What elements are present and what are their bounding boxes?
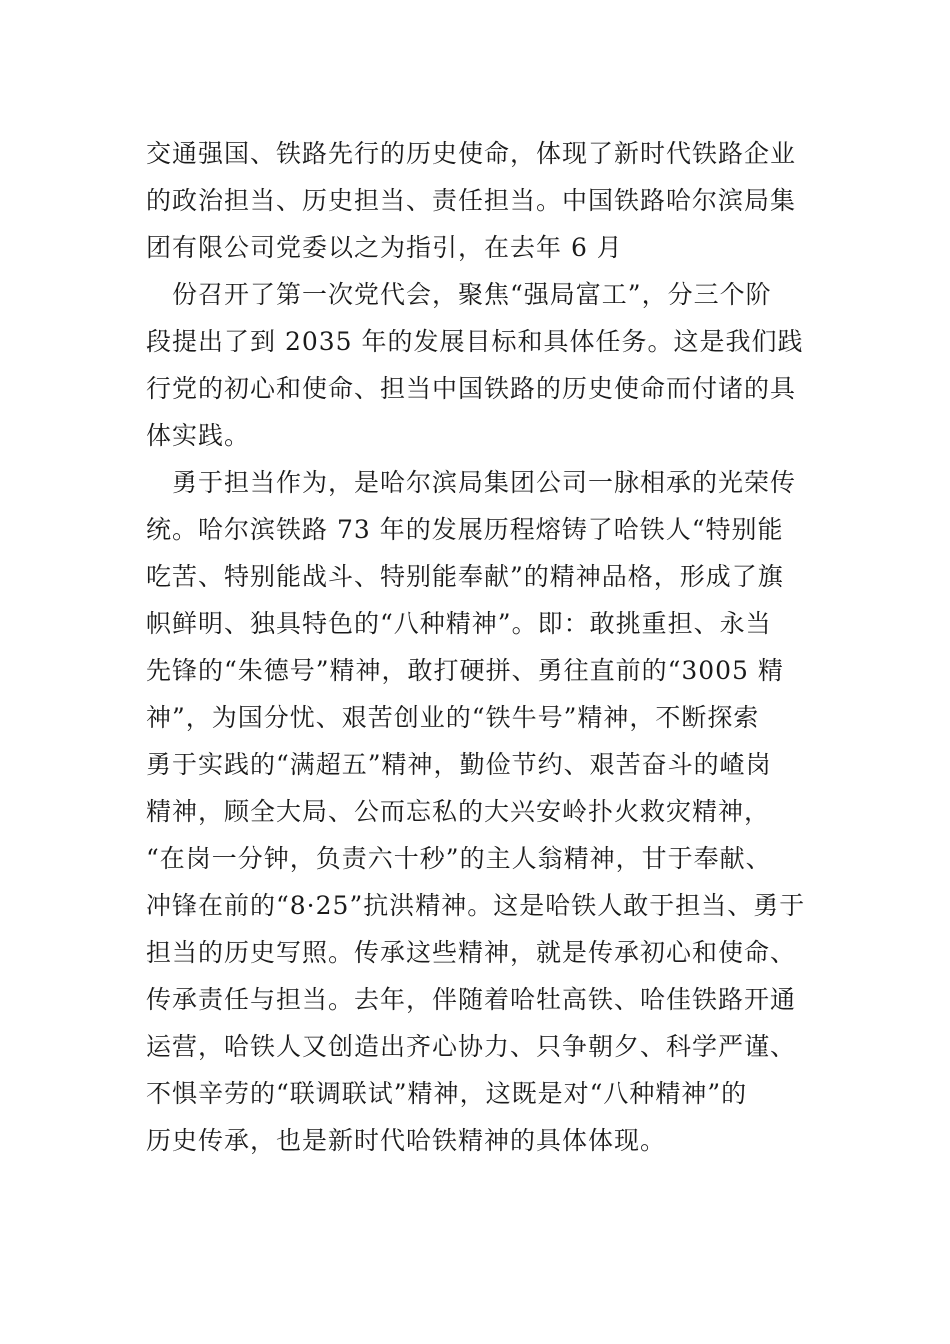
text-line: 传承责任与担当。去年，伴随着哈牡高铁、哈佳铁路开通: [146, 985, 797, 1014]
text-line: 冲锋在前的“8·25”抗洪精神。这是哈铁人敢于担当、勇于: [146, 891, 806, 920]
text-line: 勇于担当作为，是哈尔滨局集团公司一脉相承的光荣传: [146, 468, 797, 497]
text-line: 不惧辛劳的“联调联试”精神，这既是对“八种精神”的: [146, 1079, 748, 1108]
text-line: 先锋的“朱德号”精神，敢打硬拼、勇往直前的“3005 精: [146, 656, 784, 685]
text-line: 精神，顾全大局、公而忘私的大兴安岭扑火救灾精神，: [146, 797, 771, 826]
text-line: “在岗一分钟，负责六十秒”的主人翁精神，甘于奉献、: [146, 844, 772, 873]
text-line: 体实践。: [146, 421, 251, 450]
text-line: 勇于实践的“满超五”精神，勤俭节约、艰苦奋斗的嵖岗: [146, 750, 772, 779]
text-line: 的政治担当、历史担当、责任担当。中国铁路哈尔滨局集: [146, 186, 797, 215]
text-line: 段提出了到 2035 年的发展目标和具体任务。这是我们践: [146, 327, 804, 356]
body-text: [146, 130, 811, 1164]
text-line: 团有限公司党委以之为指引，在去年 6 月: [146, 233, 623, 262]
text-line: 统。哈尔滨铁路 73 年的发展历程熔铸了哈铁人“特别能: [146, 515, 784, 544]
text-line: 交通强国、铁路先行的历史使命，体现了新时代铁路企业: [146, 139, 797, 168]
text-line: 担当的历史写照。传承这些精神，就是传承初心和使命、: [146, 938, 797, 967]
text-line: 行党的初心和使命、担当中国铁路的历史使命而付诸的具: [146, 374, 797, 403]
text-line: 吃苦、特别能战斗、特别能奉献”的精神品格，形成了旗: [146, 562, 784, 591]
text-line: 神”，为国分忧、艰苦创业的“铁牛号”精神，不断探索: [146, 703, 760, 732]
text-line: 帜鲜明、独具特色的“八种精神”。即：敢挑重担、永当: [146, 609, 772, 638]
text-line: 运营，哈铁人又创造出齐心协力、只争朝夕、科学严谨、: [146, 1032, 797, 1061]
text-line: 历史传承，也是新时代哈铁精神的具体体现。: [146, 1126, 667, 1155]
text-line: 份召开了第一次党代会，聚焦“强局富工”，分三个阶: [146, 280, 772, 309]
